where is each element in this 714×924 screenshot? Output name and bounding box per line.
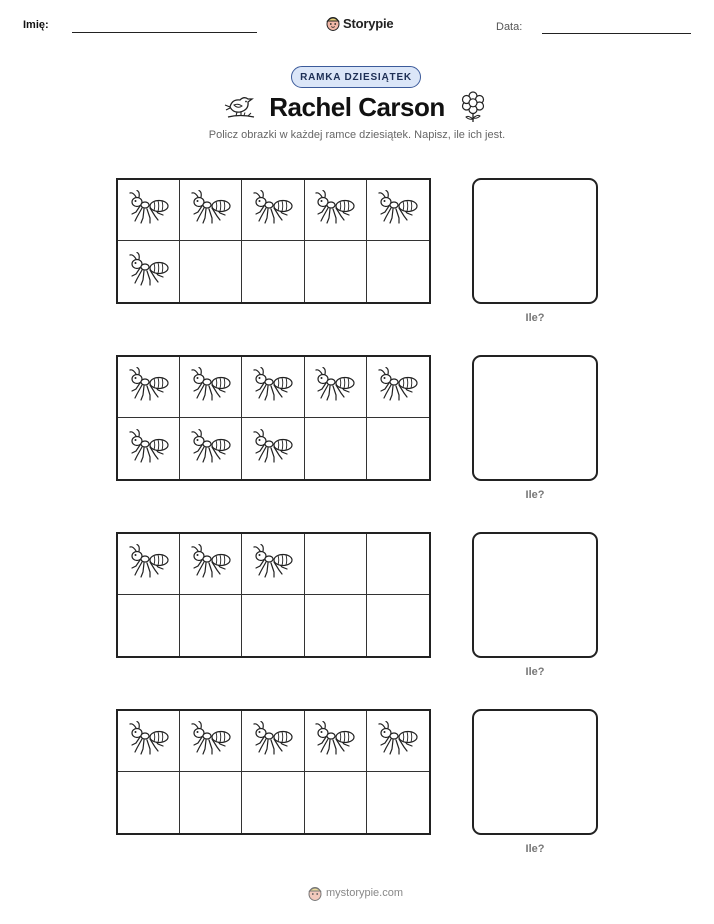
ten-frame-cell	[242, 357, 304, 418]
name-write-line[interactable]	[72, 32, 257, 33]
ten-frame-cell	[180, 418, 242, 479]
ten-frame-cell	[242, 711, 304, 772]
ant-icon	[252, 544, 294, 584]
storypie-mascot-icon	[308, 885, 322, 901]
answer-box[interactable]	[472, 532, 598, 658]
ant-icon	[377, 367, 419, 407]
ten-frame-cell	[180, 772, 242, 833]
ten-frame-cell	[242, 595, 304, 656]
worksheet-type-badge: RAMKA DZIESIĄTEK	[291, 66, 421, 88]
ten-frame	[116, 355, 431, 481]
ten-frame-cell	[242, 418, 304, 479]
ant-icon	[190, 721, 232, 761]
date-write-line[interactable]	[542, 33, 691, 34]
ten-frame-cell	[242, 241, 304, 302]
ten-frame-cell	[367, 180, 429, 241]
ten-frame-cell	[367, 711, 429, 772]
ant-icon	[190, 429, 232, 469]
ten-frame-cell	[118, 534, 180, 595]
ten-frame	[116, 709, 431, 835]
ten-frame-cell	[242, 180, 304, 241]
flower-icon	[459, 91, 487, 123]
answer-label: Ile?	[525, 843, 545, 855]
ant-icon	[190, 544, 232, 584]
ant-icon	[314, 190, 356, 230]
ant-icon	[128, 544, 170, 584]
ten-frame-cell	[118, 595, 180, 656]
page-title: Rachel Carson	[269, 92, 445, 122]
ten-frame-cell	[305, 418, 367, 479]
ant-icon	[252, 721, 294, 761]
ant-icon	[314, 367, 356, 407]
footer	[308, 885, 403, 901]
answer-label: Ile?	[525, 312, 545, 324]
ant-icon	[128, 429, 170, 469]
answer-box[interactable]	[472, 178, 598, 304]
footer-url: mystorypie.com	[326, 887, 404, 899]
answer-label: Ile?	[525, 666, 545, 678]
ten-frame-cell	[180, 241, 242, 302]
ten-frame-cell	[305, 357, 367, 418]
ten-frame-cell	[118, 241, 180, 302]
answer-box[interactable]	[472, 709, 598, 835]
ten-frame-cell	[118, 772, 180, 833]
ten-frame-cell	[367, 418, 429, 479]
ant-icon	[314, 721, 356, 761]
ten-frame-cell	[305, 241, 367, 302]
ant-icon	[252, 429, 294, 469]
ten-frame-cell	[367, 241, 429, 302]
ten-frame	[116, 532, 431, 658]
ten-frame-cell	[367, 534, 429, 595]
ant-icon	[252, 367, 294, 407]
ten-frame-cell	[180, 180, 242, 241]
instructions: Policz obrazki w każdej ramce dziesiątek. Napisz, ile ich jest.	[208, 129, 506, 141]
ten-frame-cell	[118, 357, 180, 418]
ten-frame-cell	[305, 180, 367, 241]
ten-frame-cell	[180, 357, 242, 418]
ten-frame-cell	[242, 534, 304, 595]
storypie-logo	[326, 13, 393, 33]
ten-frame	[116, 178, 431, 304]
ant-icon	[252, 190, 294, 230]
ant-icon	[377, 721, 419, 761]
ant-icon	[190, 190, 232, 230]
ant-icon	[128, 367, 170, 407]
ten-frame-cell	[305, 711, 367, 772]
ant-icon	[128, 252, 170, 292]
ten-frame-cell	[180, 534, 242, 595]
storypie-mascot-icon	[326, 15, 340, 31]
ten-frame-cell	[367, 772, 429, 833]
answer-label: Ile?	[525, 489, 545, 501]
ant-icon	[190, 367, 232, 407]
answer-box[interactable]	[472, 355, 598, 481]
ten-frame-cell	[367, 595, 429, 656]
ten-frame-cell	[118, 711, 180, 772]
date-label: Data:	[496, 21, 523, 33]
ant-icon	[128, 721, 170, 761]
name-label: Imię:	[23, 19, 49, 31]
ten-frame-cell	[305, 595, 367, 656]
ten-frame-cell	[118, 418, 180, 479]
ten-frame-cell	[118, 180, 180, 241]
logo-text: Storypie	[343, 15, 394, 31]
ten-frame-cell	[367, 357, 429, 418]
ten-frame-cell	[305, 534, 367, 595]
ant-icon	[128, 190, 170, 230]
ten-frame-cell	[180, 711, 242, 772]
ant-icon	[377, 190, 419, 230]
ten-frame-cell	[242, 772, 304, 833]
ten-frame-cell	[180, 595, 242, 656]
ten-frame-cell	[305, 772, 367, 833]
